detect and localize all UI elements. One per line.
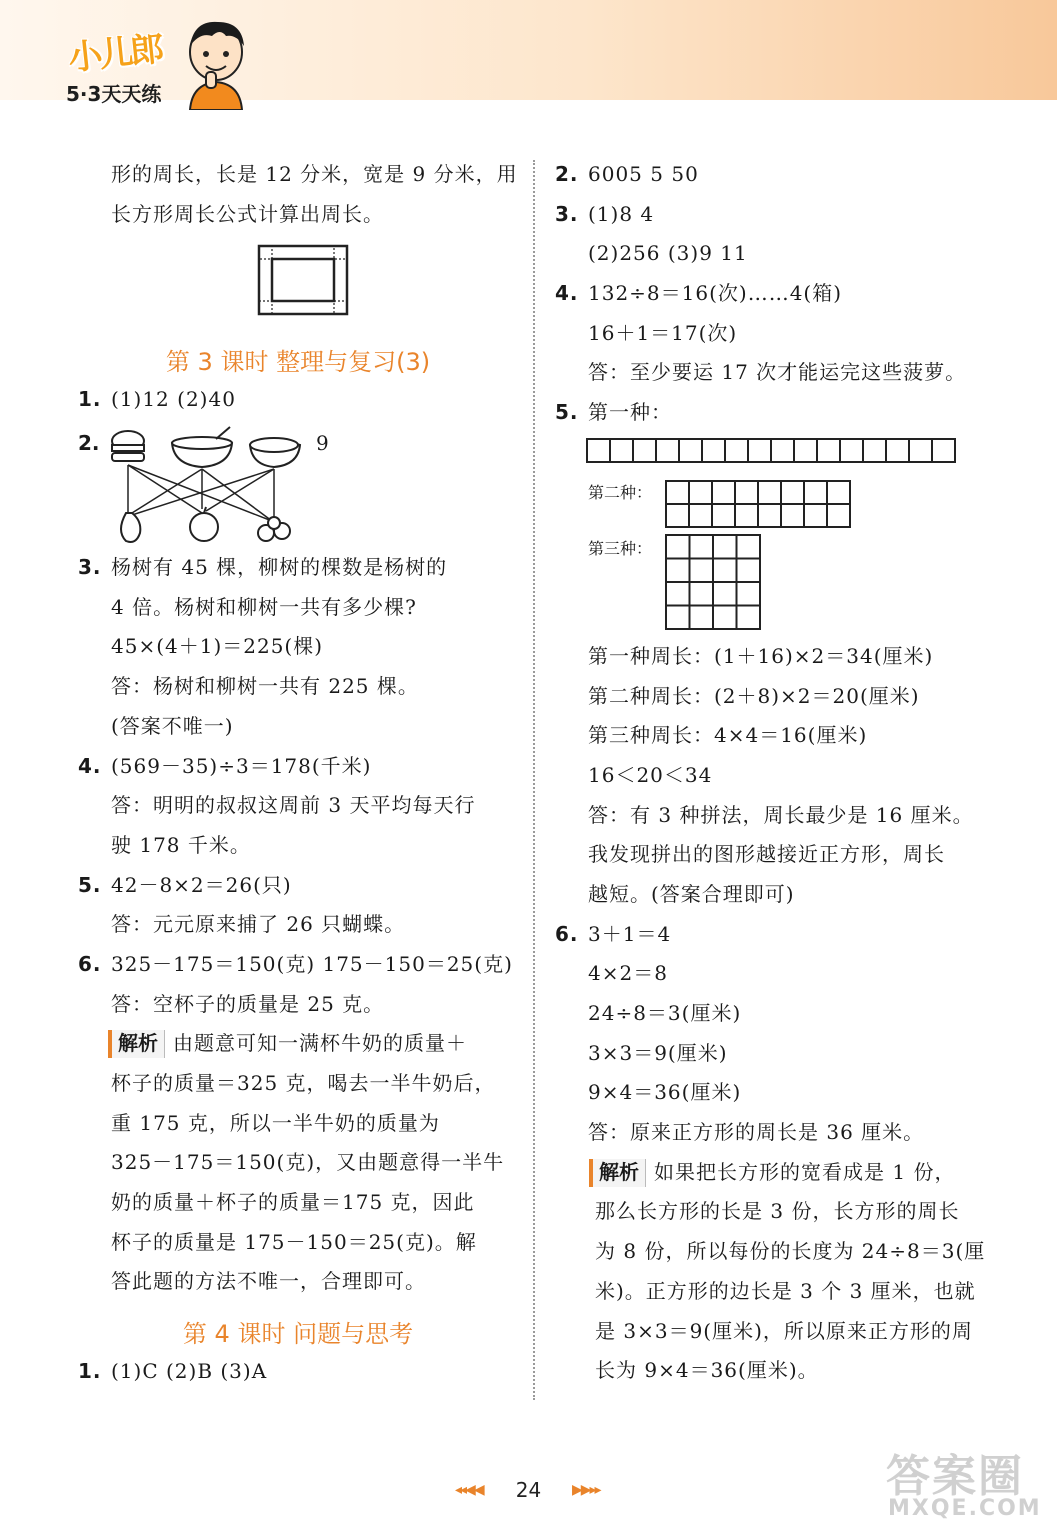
boy-mascot-icon (176, 14, 256, 110)
first-arrangement (555, 438, 995, 480)
analysis-line: 杯子的质量＝325 克，喝去一半牛奶后， (111, 1071, 496, 1095)
text-line: 答：杨树和柳树一共有 225 棵。 (111, 674, 419, 699)
second-arrangement: 第二种： (555, 480, 995, 534)
grid-cell (690, 535, 714, 559)
text-line: 我发现拼出的图形越接近正方形，周长 (588, 842, 945, 867)
grid-cell (735, 481, 758, 504)
grid-cell (666, 504, 689, 527)
column-divider (533, 160, 535, 1400)
question-4: 4. (569－35)÷3＝178(千米) (78, 753, 372, 778)
grid-cell (712, 481, 735, 504)
grid-cell (804, 481, 827, 504)
right-column (555, 160, 995, 1396)
grid-cell (666, 481, 689, 504)
analysis-tag: 解析 (589, 1159, 646, 1187)
question-2: 2. 6005 5 50 (555, 162, 699, 186)
grid-cell (725, 439, 748, 462)
text-line: 3×3＝9(厘米) (588, 1040, 728, 1065)
text-line: 答：原来正方形的周长是 36 厘米。 (588, 1120, 925, 1145)
frame-figure (78, 239, 518, 339)
grid-cell (610, 439, 633, 462)
section-title-lesson-4: 第 4 课时 问题与思考 (182, 1320, 414, 1349)
grid-cell (817, 439, 840, 462)
text-line: 答：元元原来捕了 26 只蝴蝶。 (111, 912, 406, 937)
grid-cell (737, 535, 761, 559)
left-column (78, 160, 518, 1397)
text-line: 4 倍。杨树和柳树一共有多少棵? (111, 594, 417, 619)
question-5: 5. 42－8×2＝26(只) (78, 872, 292, 897)
text-line: 第二种周长：(2＋8)×2＝20(厘米) (588, 683, 920, 708)
grid-cell (713, 582, 737, 606)
analysis-line: 奶的质量＋杯子的质量＝175 克，因此 (111, 1190, 475, 1215)
grid-cell (781, 481, 804, 504)
noodle-bowl-icon (172, 427, 232, 467)
grid-cell (827, 504, 850, 527)
grid-cell (587, 439, 610, 462)
analysis-line: 325－175＝150(克)，又由题意得一半牛 (111, 1150, 505, 1175)
grid-cell (863, 439, 886, 462)
analysis-line: 重 175 克，所以一半牛奶的质量为 (111, 1110, 440, 1135)
question-3: 3. 杨树有 45 棵，柳树的棵数是杨树的 (78, 555, 448, 580)
text-line: 答：至少要运 17 次才能运完这些菠萝。 (588, 360, 967, 385)
grid-cell (758, 481, 781, 504)
grid-cell (737, 558, 761, 582)
analysis-line: 答此题的方法不唯一，合理即可。 (111, 1269, 426, 1294)
grid-cell (679, 439, 702, 462)
text-line: 9×4＝36(厘米) (588, 1080, 742, 1105)
grid-4x4-diagram (665, 534, 763, 632)
grid-cell (794, 439, 817, 462)
page-number: 24 (515, 1478, 542, 1502)
grid-cell (712, 504, 735, 527)
pear-icon (121, 513, 140, 542)
analysis-line: 解析 如果把长方形的宽看成是 1 份， (555, 1158, 995, 1198)
logo (48, 12, 248, 107)
text-line: 第三种周长：4×4＝16(厘米) (588, 723, 868, 748)
question-5: 5. 第一种： (555, 400, 672, 425)
grid-cell (771, 439, 794, 462)
text-line: 答：有 3 种拼法，周长最少是 16 厘米。 (588, 802, 974, 827)
grid-cell (690, 582, 714, 606)
grid-cell (735, 504, 758, 527)
hamburger-icon (112, 431, 144, 461)
strawberry-icon (258, 517, 290, 541)
grid-cell (781, 504, 804, 527)
grid-cell (633, 439, 656, 462)
grid-cell (804, 504, 827, 527)
grid-cell (713, 605, 737, 629)
grid-cell (737, 605, 761, 629)
analysis-line: 长为 9×4＝36(厘米)。 (595, 1358, 819, 1383)
grid-cell (827, 481, 850, 504)
logo-subtitle: 5·3天天练 (66, 82, 162, 106)
strip-1x16-diagram (586, 438, 960, 464)
grid-cell (666, 535, 690, 559)
grid-cell (886, 439, 909, 462)
question-4: 4. 132÷8＝16(次)……4(箱) (555, 281, 843, 306)
next-arrows-icon: ▶▶▸▸ (572, 1482, 600, 1498)
analysis-tag: 解析 (108, 1030, 165, 1058)
text-line: 答：空杯子的质量是 25 克。 (111, 991, 385, 1016)
question-6: 6. 3＋1＝4 (555, 921, 672, 946)
text-line: 第一种周长：(1＋16)×2＝34(厘米) (588, 643, 934, 668)
matching-diagram (106, 425, 306, 547)
analysis-line: 为 8 份，所以每份的长度为 24÷8＝3(厘 (595, 1239, 986, 1264)
analysis-line: 杯子的质量是 175－150＝25(克)。解 (111, 1229, 477, 1254)
lesson-4-question-1: 1. (1)C (2)B (3)A (78, 1359, 268, 1384)
text-line: 45×(4＋1)＝225(棵) (111, 634, 324, 659)
prev-arrows-icon: ◂◂◀◀ (455, 1482, 483, 1498)
question-1: 1. (1)12 (2)40 (78, 387, 236, 412)
grid-cell (690, 605, 714, 629)
section-title-lesson-3: 第 3 课时 整理与复习(3) (165, 348, 431, 377)
grid-cell (656, 439, 679, 462)
text-line: 16＜20＜34 (588, 762, 713, 787)
grid-cell (713, 558, 737, 582)
grid-cell (932, 439, 955, 462)
text-line: 16＋1＝17(次) (588, 320, 738, 345)
grid-cell (748, 439, 771, 462)
grid-2x8-diagram (665, 480, 857, 528)
grid-cell (840, 439, 863, 462)
analysis-line: 解析 由题意可知一满杯牛奶的质量＋ (78, 1029, 518, 1069)
logo-title: 小儿郎 (66, 29, 164, 79)
grid-cell (666, 605, 690, 629)
text-line: 4×2＝8 (588, 961, 668, 986)
text-line: (答案不唯一) (111, 713, 234, 738)
square-frame-diagram (256, 243, 350, 317)
analysis-line: 那么长方形的长是 3 份，长方形的周长 (595, 1199, 960, 1224)
text-line: 驶 178 千米。 (111, 832, 251, 857)
analysis-line: 是 3×3＝9(厘米)，所以原来正方形的周 (595, 1318, 973, 1343)
text-line: 24÷8＝3(厘米) (588, 1001, 742, 1025)
grid-cell (689, 504, 712, 527)
grid-cell (690, 558, 714, 582)
grid-cell (666, 582, 690, 606)
apple-icon (190, 507, 218, 541)
third-arrangement: 第三种： (555, 534, 995, 642)
question-2: 2. 9 (78, 425, 518, 553)
dumpling-bowl-icon (250, 438, 300, 467)
text-line: (2)256 (3)9 11 (588, 241, 748, 266)
grid-cell (758, 504, 781, 527)
grid-cell (666, 558, 690, 582)
text-line: 长方形周长公式计算出周长。 (111, 201, 384, 226)
question-3: 3. (1)8 4 (555, 201, 655, 226)
text-line: 形的周长，长是 12 分米，宽是 9 分米，用 (111, 162, 518, 186)
text-line: 越短。(答案合理即可) (588, 881, 795, 906)
grid-cell (702, 439, 725, 462)
grid-cell (909, 439, 932, 462)
watermark: 答案圈 MXQE.COM (886, 1451, 1042, 1521)
grid-cell (737, 582, 761, 606)
grid-cell (689, 481, 712, 504)
question-6: 6. 325－175＝150(克) 175－150＝25(克) (78, 951, 513, 976)
grid-cell (713, 535, 737, 559)
text-line: 答：明明的叔叔这周前 3 天平均每天行 (111, 793, 476, 818)
analysis-line: 米)。正方形的边长是 3 个 3 厘米，也就 (595, 1278, 976, 1303)
